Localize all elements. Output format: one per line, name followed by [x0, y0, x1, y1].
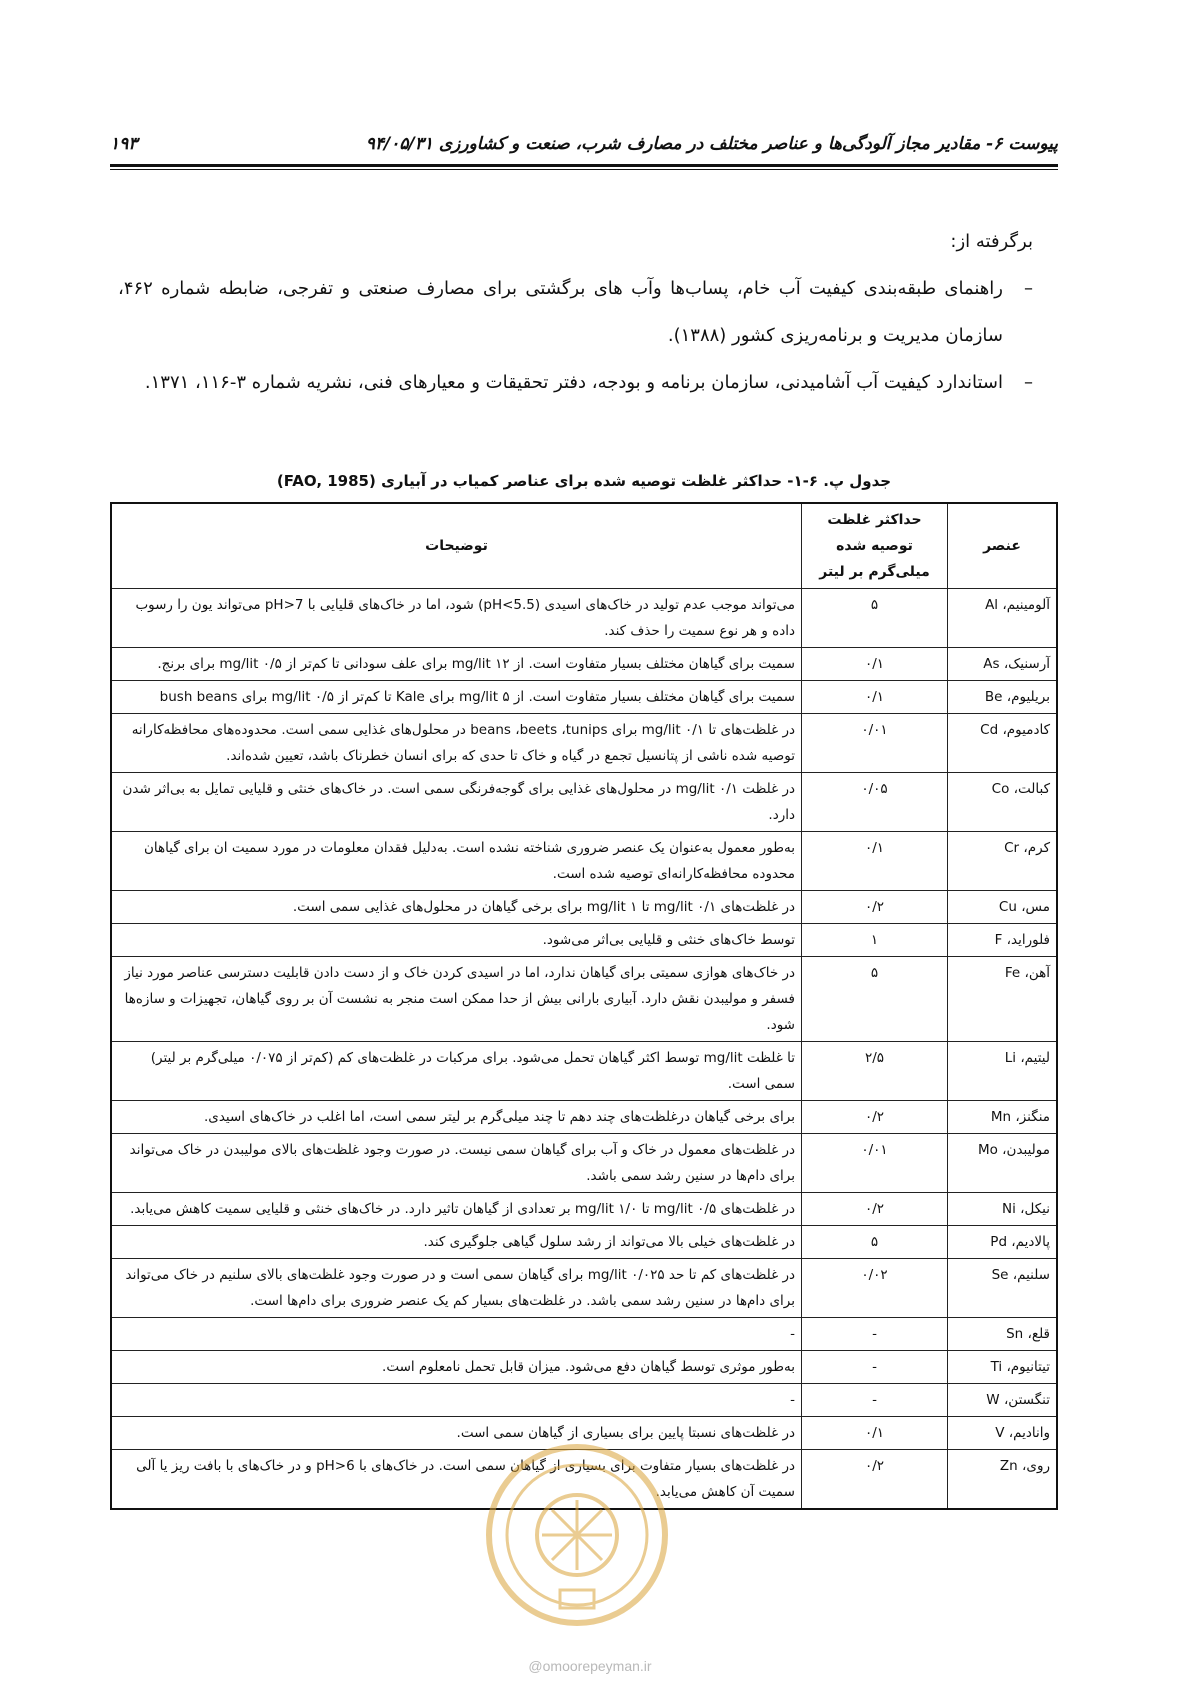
element-cell: نیکل، Ni	[948, 1193, 1058, 1226]
table-row	[111, 1134, 1057, 1193]
source-item	[118, 359, 1033, 406]
max-concentration-cell: ۵	[802, 1226, 948, 1259]
max-concentration-cell: ۰/۱	[802, 681, 948, 714]
element-cell: مس، Cu	[948, 891, 1058, 924]
element-cell: سلنیم، Se	[948, 1259, 1058, 1318]
description-cell: سمیت برای گیاهان مختلف بسیار متفاوت است. از ۵ mg/lit برای Kale تا کم‌تر از ۰/۵ mg/lit برای bush beans	[111, 681, 802, 714]
max-concentration-cell: -	[802, 1384, 948, 1417]
description-cell: برای برخی گیاهان درغلظت‌های چند دهم تا چند میلی‌گرم بر لیتر سمی است، اما اغلب در خاک‌های اسیدی.	[111, 1101, 802, 1134]
element-cell: کادمیوم، Cd	[948, 714, 1058, 773]
max-concentration-cell: ۰/۰۱	[802, 714, 948, 773]
table-header-row	[111, 503, 1057, 589]
description-cell: در غلظت‌های تا ۰/۱ mg/lit برای beans ،beets ،tunips در محلول‌های غذایی سمی است. محدوده‌های محافظه‌کارانه توصیه شده ناشی از پتانسیل تجمع در گیاه و خاک تا حدی که برای انسان خطرناک باشد، تعیین شده‌اند.	[111, 714, 802, 773]
table-body	[111, 589, 1057, 1510]
description-cell: در غلظت‌های کم تا حد ۰/۰۲۵ mg/lit برای گیاهان سمی است و در صورت وجود غلظت‌های بالای سلنیم در خاک می‌تواند برای دام‌ها در سنین رشد سمی باشد. در غلظت‌های بسیار کم یک عنصر ضروری برای دام‌ها است.	[111, 1259, 802, 1318]
header-rule-thin	[110, 169, 1058, 170]
description-cell: در غلظت‌های خیلی بالا می‌تواند از رشد سلول گیاهی جلوگیری کند.	[111, 1226, 802, 1259]
description-cell: تا غلظت mg/lit توسط اکثر گیاهان تحمل می‌شود. برای مرکبات در غلظت‌های کم (کم‌تر از ۰/۰۷۵ میلی‌گرم بر لیتر) سمی است.	[111, 1042, 802, 1101]
max-concentration-cell: ۲/۵	[802, 1042, 948, 1101]
element-cell: فلوراید، F	[948, 924, 1058, 957]
table-row	[111, 924, 1057, 957]
element-cell: بریلیوم، Be	[948, 681, 1058, 714]
table-row	[111, 1384, 1057, 1417]
table-row	[111, 1351, 1057, 1384]
max-concentration-cell: ۰/۲	[802, 1101, 948, 1134]
table-row	[111, 891, 1057, 924]
element-cell: منگنز، Mn	[948, 1101, 1058, 1134]
trace-elements-table	[110, 502, 1058, 1510]
element-cell: وانادیم، V	[948, 1417, 1058, 1450]
page-number: ۱۹۳	[110, 134, 138, 154]
description-cell: می‌تواند موجب عدم تولید در خاک‌های اسیدی (pH<5.5) شود، اما در خاک‌های قلیایی با pH>7 می‌تواند یون را رسوب داده و هر نوع سمیت را حذف کند.	[111, 589, 802, 648]
table-row	[111, 1193, 1057, 1226]
description-cell: در غلظت‌های ۰/۱ mg/lit تا ۱ mg/lit برای برخی گیاهان در محلول‌های غذایی سمی است.	[111, 891, 802, 924]
description-cell: به‌طور معمول به‌عنوان یک عنصر ضروری شناخته نشده است. به‌دلیل فقدان معلومات در مورد سمیت ان برای گیاهان محدوده محافظه‌کارانه‌ای توصیه شده است.	[111, 832, 802, 891]
table-row	[111, 1318, 1057, 1351]
max-concentration-cell: ۰/۰۵	[802, 773, 948, 832]
max-concentration-cell: -	[802, 1351, 948, 1384]
description-cell: در غلظت‌های نسبتا پایین برای بسیاری از گیاهان سمی است.	[111, 1417, 802, 1450]
max-concentration-cell: -	[802, 1318, 948, 1351]
description-cell: به‌طور موثری توسط گیاهان دفع می‌شود. میزان قابل تحمل نامعلوم است.	[111, 1351, 802, 1384]
max-concentration-cell: ۰/۲	[802, 1193, 948, 1226]
element-cell: آلومینیم، Al	[948, 589, 1058, 648]
element-cell: کرم، Cr	[948, 832, 1058, 891]
element-cell: تنگستن، W	[948, 1384, 1058, 1417]
element-cell: کبالت، Co	[948, 773, 1058, 832]
table-row	[111, 1226, 1057, 1259]
watermark-url: @omoorepeyman.ir	[528, 1658, 652, 1674]
table-caption: جدول پ. ۶-۱- حداکثر غلظت توصیه شده برای عناصر کمیاب در آبیاری (FAO, 1985)	[276, 472, 892, 490]
element-cell: لیتیم، Li	[948, 1042, 1058, 1101]
source-text: استاندارد کیفیت آب آشامیدنی، سازمان برنامه و بودجه، دفتر تحقیقات و معیارهای فنی، نشریه شماره ۳-۱۱۶، ۱۳۷۱.	[144, 372, 1003, 393]
table-row	[111, 1101, 1057, 1134]
running-title: پیوست ۶- مقادیر مجاز آلودگی‌ها و عناصر مختلف در مصارف شرب، صنعت و کشاورزی ۹۴/۰۵/۳۱	[365, 134, 1058, 154]
description-cell: در غلظت ۰/۱ mg/lit در محلول‌های غذایی برای گوجه‌فرنگی سمی است. در خاک‌های خنثی و قلیایی تمایل به بی‌اثر شدن دارد.	[111, 773, 802, 832]
source-item	[118, 265, 1033, 359]
list-dash: –	[1024, 372, 1033, 393]
intro-lead: برگرفته از:	[950, 231, 1033, 252]
max-concentration-cell: ۰/۲	[802, 1450, 948, 1510]
table-row	[111, 773, 1057, 832]
max-concentration-cell: ۰/۰۲	[802, 1259, 948, 1318]
max-concentration-cell: ۱	[802, 924, 948, 957]
header-rule-thick	[110, 164, 1058, 167]
max-concentration-cell: ۰/۱	[802, 832, 948, 891]
element-cell: پالادیم، Pd	[948, 1226, 1058, 1259]
max-concentration-cell: ۰/۱	[802, 648, 948, 681]
source-text: راهنمای طبقه‌بندی کیفیت آب خام، پساب‌ها وآب های برگشتی برای مصارف صنعتی و تفرجی، ضابطه شماره ۴۶۲، سازمان مدیریت و برنامه‌ریزی کشور (۱۳۸۸).	[118, 278, 1003, 346]
element-cell: قلع، Sn	[948, 1318, 1058, 1351]
table-row	[111, 832, 1057, 891]
description-cell: در خاک‌های هوازی سمیتی برای گیاهان ندارد، اما در اسیدی کردن خاک و از دست دادن قابلیت دسترسی عناصر مورد نیاز فسفر و مولیبدن نقش دارد. آبیاری بارانی بیش از حدا ممکن است منجر به نشست آن بر روی گیاهان، تجهیزات و سازه‌ها شود.	[111, 957, 802, 1042]
description-cell: -	[111, 1384, 802, 1417]
description-cell: در غلظت‌های معمول در خاک و آب برای گیاهان سمی نیست. در صورت وجود غلظت‌های بالای مولیبدن در خاک می‌تواند برای دام‌ها در سنین رشد سمی باشد.	[111, 1134, 802, 1193]
table-row	[111, 714, 1057, 773]
table-row	[111, 957, 1057, 1042]
max-concentration-cell: ۵	[802, 589, 948, 648]
description-cell: توسط خاک‌های خنثی و قلیایی بی‌اثر می‌شود.	[111, 924, 802, 957]
element-cell: روی، Zn	[948, 1450, 1058, 1510]
intro-section	[118, 218, 1033, 406]
header-description: توضیحات	[111, 503, 802, 589]
max-concentration-cell: ۰/۰۱	[802, 1134, 948, 1193]
element-cell: آهن، Fe	[948, 957, 1058, 1042]
element-cell: مولیبدن، Mo	[948, 1134, 1058, 1193]
description-cell: در غلظت‌های ۰/۵ mg/lit تا ۱/۰ mg/lit بر تعدادی از گیاهان تاثیر دارد. در خاک‌های خنثی و قلیایی سمیت کاهش می‌یابد.	[111, 1193, 802, 1226]
header-max-concentration: حداکثر غلظت توصیه شده میلی‌گرم بر لیتر	[802, 503, 948, 589]
description-cell: -	[111, 1318, 802, 1351]
table-row	[111, 589, 1057, 648]
watermark-seal-icon	[482, 1440, 672, 1630]
header-element: عنصر	[948, 503, 1058, 589]
max-concentration-cell: ۰/۱	[802, 1417, 948, 1450]
list-dash: –	[1024, 278, 1033, 299]
table-row	[111, 1259, 1057, 1318]
table-row	[111, 1042, 1057, 1101]
element-cell: تیتانیوم، Ti	[948, 1351, 1058, 1384]
page-header	[110, 128, 1058, 160]
table-row	[111, 681, 1057, 714]
max-concentration-cell: ۵	[802, 957, 948, 1042]
description-cell: در غلظت‌های بسیار متفاوت برای بسیاری از گیاهان سمی است. در خاک‌های با pH>6 و در خاک‌های با بافت ریز یا آلی سمیت آن کاهش می‌یابد.	[111, 1450, 802, 1510]
element-cell: آرسنیک، As	[948, 648, 1058, 681]
table-row	[111, 648, 1057, 681]
max-concentration-cell: ۰/۲	[802, 891, 948, 924]
description-cell: سمیت برای گیاهان مختلف بسیار متفاوت است. از ۱۲ mg/lit برای علف سودانی تا کم‌تر از ۰/۵ mg/lit برای برنج.	[111, 648, 802, 681]
